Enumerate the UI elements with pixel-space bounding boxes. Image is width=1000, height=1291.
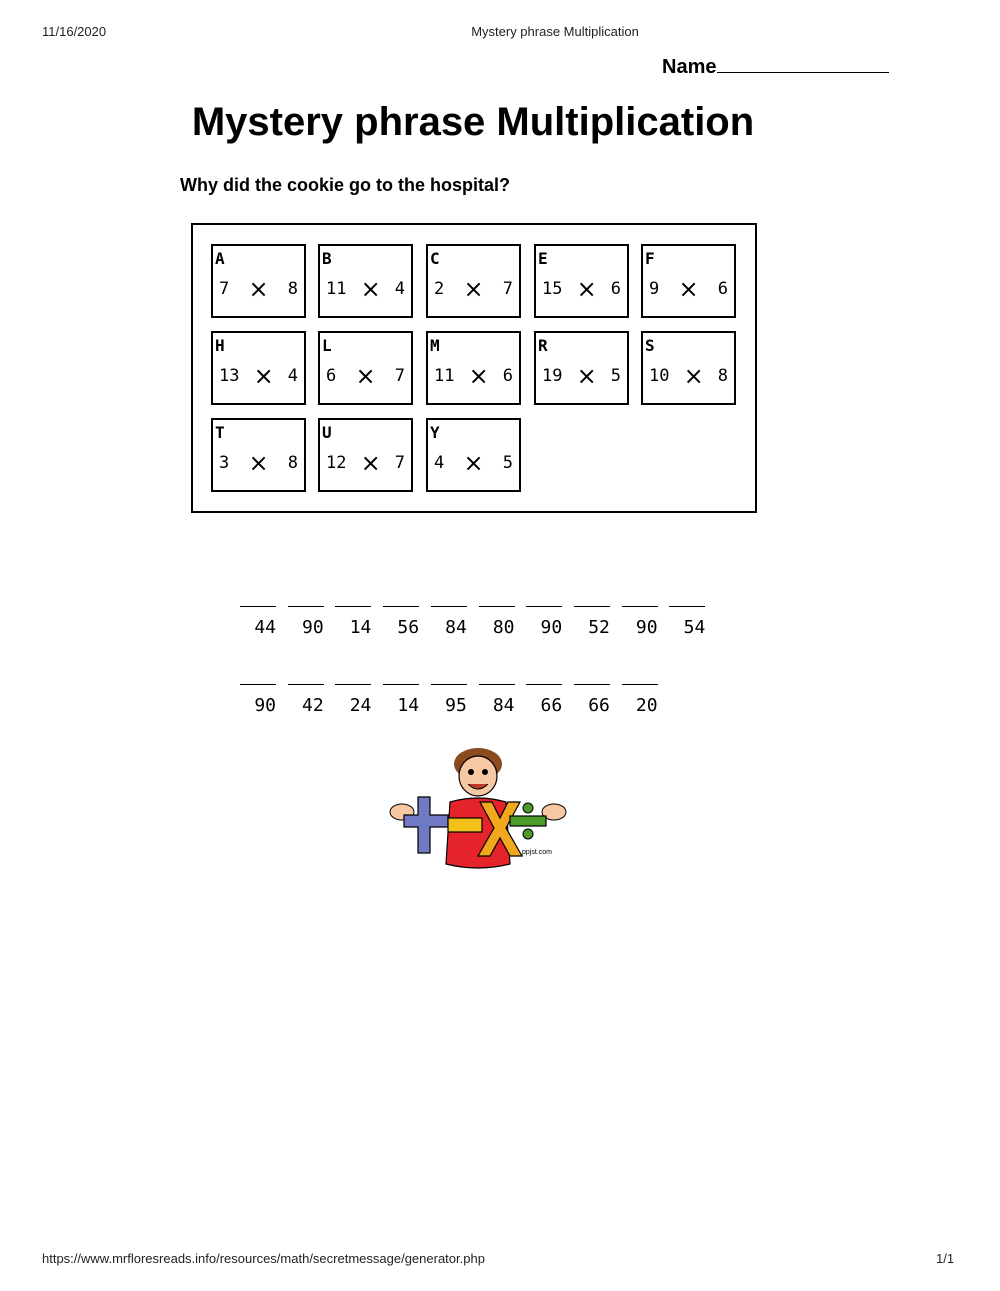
answer-slot[interactable] <box>335 684 371 716</box>
answer-slot[interactable] <box>622 606 658 638</box>
card-factor-a: 15 <box>542 279 563 299</box>
answer-blank[interactable] <box>383 684 419 695</box>
card-factor-b: 8 <box>287 453 298 473</box>
riddle-question: Why did the cookie go to the hospital? <box>180 175 510 195</box>
times-icon: × <box>463 449 484 477</box>
boy-face <box>459 756 497 796</box>
card-factor-a: 4 <box>434 453 445 473</box>
times-icon: × <box>355 362 376 390</box>
card-factor-b: 4 <box>287 366 298 386</box>
card-factor-a: 11 <box>326 279 347 299</box>
answer-number: 14 <box>349 617 372 638</box>
card-factor-a: 10 <box>649 366 670 386</box>
card-factor-a: 3 <box>219 453 230 473</box>
name-label: Name <box>662 56 717 78</box>
card-expression <box>219 449 298 477</box>
answer-slot[interactable] <box>383 684 419 716</box>
times-icon: × <box>253 362 274 390</box>
answer-slot[interactable] <box>479 606 515 638</box>
answer-slot[interactable] <box>622 684 658 716</box>
card-factor-b: 7 <box>394 453 405 473</box>
card-factor-b: 7 <box>394 366 405 386</box>
answer-blank[interactable] <box>240 606 276 617</box>
answer-number: 66 <box>588 695 610 716</box>
code-card-h <box>211 331 306 405</box>
card-letter: C <box>430 249 440 268</box>
card-expression <box>326 275 405 303</box>
code-card-s <box>641 331 736 405</box>
clipart-credit: ppjst.com <box>522 849 552 856</box>
answer-slot[interactable] <box>574 684 610 716</box>
card-letter: U <box>322 423 332 442</box>
worksheet-title: Mystery phrase Multiplication <box>191 100 755 144</box>
answer-slot[interactable] <box>288 684 324 716</box>
print-date: 11/16/2020 <box>42 24 107 39</box>
code-card-t <box>211 418 306 492</box>
card-expression <box>649 275 728 303</box>
times-icon: × <box>360 275 381 303</box>
times-icon: × <box>678 275 699 303</box>
answer-number: 14 <box>397 695 420 716</box>
code-card-l <box>318 331 413 405</box>
card-expression <box>326 362 405 390</box>
print-page-title: Mystery phrase Multiplication <box>471 24 639 39</box>
card-letter: B <box>322 249 332 268</box>
answer-number: 90 <box>635 617 658 638</box>
answer-slot[interactable] <box>526 606 562 638</box>
answer-number: 95 <box>445 695 467 716</box>
card-letter: S <box>645 336 655 355</box>
footer-url: https://www.mrfloresreads.info/resources/math/secretmessage/generator.php <box>42 1251 485 1266</box>
answer-slot[interactable] <box>240 606 276 638</box>
card-factor-a: 13 <box>219 366 240 386</box>
card-factor-a: 19 <box>542 366 563 386</box>
boy-eye-left <box>468 769 474 775</box>
name-underline[interactable] <box>717 54 889 73</box>
card-letter: H <box>215 336 225 355</box>
code-card-m <box>426 331 521 405</box>
card-factor-b: 4 <box>394 279 405 299</box>
divide-dot-top <box>523 803 533 813</box>
card-expression <box>219 362 298 390</box>
answer-blank[interactable] <box>240 684 276 695</box>
card-factor-a: 6 <box>326 366 337 386</box>
card-letter: Y <box>430 423 440 442</box>
code-card-f <box>641 244 736 318</box>
times-icon: × <box>248 275 269 303</box>
card-expression <box>434 449 513 477</box>
card-expression <box>219 275 298 303</box>
answer-slot[interactable] <box>479 684 515 716</box>
code-card-c <box>426 244 521 318</box>
answer-blank[interactable] <box>526 684 562 695</box>
card-factor-a: 9 <box>649 279 660 299</box>
answer-blank[interactable] <box>574 684 610 695</box>
answer-blank[interactable] <box>335 606 371 617</box>
times-icon: × <box>248 449 269 477</box>
code-card-a <box>211 244 306 318</box>
code-card-u <box>318 418 413 492</box>
answer-blank[interactable] <box>574 606 610 617</box>
card-expression <box>326 449 405 477</box>
code-card-y <box>426 418 521 492</box>
answer-blank[interactable] <box>622 684 658 695</box>
answer-blank[interactable] <box>526 606 562 617</box>
card-letter: R <box>538 336 548 355</box>
answer-slot[interactable] <box>288 606 324 638</box>
times-icon: × <box>463 275 484 303</box>
answer-number: 42 <box>302 695 324 716</box>
answer-number: 20 <box>635 695 658 716</box>
card-factor-a: 7 <box>219 279 230 299</box>
answer-blank[interactable] <box>479 684 515 695</box>
answer-number: 44 <box>254 617 276 638</box>
times-icon: × <box>683 362 704 390</box>
card-letter: L <box>322 336 332 355</box>
answer-blank[interactable] <box>431 606 467 617</box>
card-letter: A <box>215 249 225 268</box>
answer-slot[interactable] <box>335 606 371 638</box>
answer-number: 54 <box>683 617 706 638</box>
footer-page-number: 1/1 <box>936 1251 955 1266</box>
divide-dot-bottom <box>523 829 533 839</box>
card-expression <box>649 362 728 390</box>
card-letter: E <box>538 249 548 268</box>
code-card-b <box>318 244 413 318</box>
answer-blank[interactable] <box>383 606 419 617</box>
card-expression <box>542 275 621 303</box>
answer-number: 84 <box>445 617 467 638</box>
answer-number: 90 <box>540 617 563 638</box>
answer-blank[interactable] <box>622 606 658 617</box>
answer-blank[interactable] <box>669 606 705 617</box>
card-factor-a: 2 <box>434 279 445 299</box>
answer-number: 84 <box>492 695 515 716</box>
plus-symbol <box>404 797 448 853</box>
times-icon: × <box>360 449 381 477</box>
card-factor-b: 6 <box>717 279 728 299</box>
answer-slot[interactable] <box>431 606 467 638</box>
name-field[interactable] <box>662 54 889 79</box>
answer-slot[interactable] <box>383 606 419 638</box>
divide-bar <box>510 816 546 826</box>
times-icon: × <box>468 362 489 390</box>
answer-number: 90 <box>254 695 276 716</box>
answer-blank[interactable] <box>288 684 324 695</box>
card-factor-b: 6 <box>610 279 621 299</box>
card-expression <box>542 362 621 390</box>
code-card-r <box>534 331 629 405</box>
answer-slot[interactable] <box>526 684 562 716</box>
card-factor-b: 5 <box>502 453 513 473</box>
boy-eye-right <box>482 769 488 775</box>
answer-slot[interactable] <box>240 684 276 716</box>
answer-blank[interactable] <box>288 606 324 617</box>
card-factor-a: 12 <box>326 453 347 473</box>
card-factor-b: 5 <box>610 366 621 386</box>
answer-blank[interactable] <box>479 606 515 617</box>
code-card-e <box>534 244 629 318</box>
answer-blank[interactable] <box>335 684 371 695</box>
answer-number: 56 <box>397 617 420 638</box>
answer-number: 90 <box>302 617 324 638</box>
times-icon: × <box>576 362 597 390</box>
card-factor-b: 8 <box>717 366 728 386</box>
answer-number: 52 <box>588 617 610 638</box>
answer-slot[interactable] <box>574 606 610 638</box>
card-expression <box>434 275 513 303</box>
answer-slot[interactable] <box>669 606 705 638</box>
times-icon: × <box>576 275 597 303</box>
answer-slot[interactable] <box>431 684 467 716</box>
minus-symbol <box>448 818 482 832</box>
answer-blank[interactable] <box>431 684 467 695</box>
answer-number: 80 <box>492 617 515 638</box>
card-letter: F <box>645 249 655 268</box>
card-factor-b: 6 <box>502 366 513 386</box>
card-factor-b: 8 <box>287 279 298 299</box>
card-expression <box>434 362 513 390</box>
answer-number: 66 <box>540 695 563 716</box>
card-factor-b: 7 <box>502 279 513 299</box>
card-factor-a: 11 <box>434 366 455 386</box>
card-letter: T <box>215 423 225 442</box>
boy-with-math-symbols-icon <box>388 742 568 872</box>
answer-number: 24 <box>349 695 372 716</box>
card-letter: M <box>430 336 440 355</box>
